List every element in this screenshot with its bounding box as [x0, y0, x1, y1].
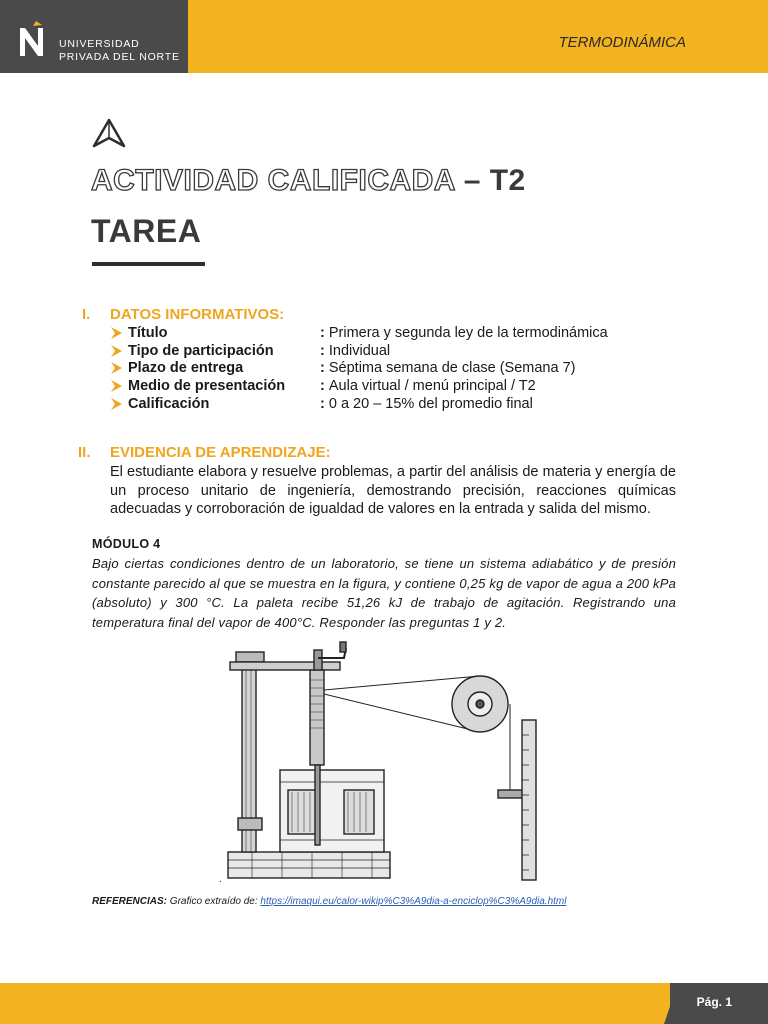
page-header [0, 0, 768, 73]
info-separator: : [320, 360, 329, 376]
info-label: Tipo de participación [128, 343, 274, 359]
info-row-grading [110, 395, 710, 413]
info-value-text: Séptima semana de clase (Semana 7) [328, 360, 576, 376]
logo-box [0, 0, 188, 73]
chevron-bullet-icon [110, 326, 128, 340]
references [92, 896, 566, 907]
info-value [320, 396, 710, 412]
info-row-deadline [110, 359, 710, 377]
info-separator: : [320, 325, 329, 341]
section1-number: I. [82, 306, 91, 323]
university-name [59, 38, 180, 64]
title-underline [92, 262, 205, 266]
evidence-text: El estudiante elabora y resuelve problemas, a partir del análisis de materia y energía de un proceso unitario de ingeniería, demostrando precisión, reacciones químicas adecuadas y corroboración de igualdad de valores en la entrada y salida del mismo. [110, 464, 676, 517]
info-row-medium [110, 377, 710, 395]
info-label: Medio de presentación [128, 378, 286, 394]
activity-title-outline: ACTIVIDAD CALIFICADA [91, 164, 455, 197]
section2-number: II. [78, 444, 91, 461]
reference-link[interactable]: https://imaqui.eu/calor-wikip%C3%A9dia-a-enciclop%C3%A9dia.html [260, 896, 567, 907]
figure-mark: . [219, 874, 222, 885]
info-value [320, 378, 710, 394]
logo-line1: UNIVERSIDAD [59, 38, 140, 50]
references-prefix: Grafico extraído de: [167, 896, 261, 907]
info-label: Plazo de entrega [128, 360, 244, 376]
info-value [320, 325, 710, 341]
info-separator: : [320, 378, 329, 394]
info-value [320, 343, 710, 359]
chevron-bullet-icon [110, 397, 128, 411]
activity-title [91, 164, 526, 198]
info-row-title [110, 324, 710, 342]
module-statement: Bajo ciertas condiciones dentro de un laboratorio, se tiene un sistema adiabático y de presión constante parecido al que se muestra en la figura, y contiene 0,25 kg de vapor de agua a 200 kPa (absoluto) y 300 °C. La paleta recibe 51,26 kJ de trabajo de agitación. Registrando una temperatura final del vapor de 400°C. Responder las preguntas 1 y 2. [92, 556, 676, 630]
chevron-bullet-icon [110, 379, 128, 393]
chevron-bullet-icon [110, 361, 128, 375]
logo-line2: PRIVADA DEL NORTE [59, 51, 180, 63]
section1-heading: DATOS INFORMATIVOS: [110, 306, 285, 323]
page-number: Pág. 1 [696, 995, 732, 1009]
section2-heading: EVIDENCIA DE APRENDIZAJE: [110, 444, 331, 461]
module-title: MÓDULO 4 [92, 537, 161, 551]
references-label: REFERENCIAS: [92, 896, 168, 907]
joule-apparatus-illustration [222, 640, 552, 885]
page-subtitle: TAREA [91, 213, 202, 249]
info-value-text: 0 a 20 – 15% del promedio final [328, 396, 533, 412]
arrow-logo-icon [92, 118, 126, 148]
info-value [320, 360, 710, 376]
info-value-text: Primera y segunda ley de la termodinámica [328, 325, 608, 341]
info-value-text: Individual [328, 343, 391, 359]
page-footer [0, 983, 768, 1024]
info-label: Título [128, 325, 168, 341]
chevron-bullet-icon [110, 344, 128, 358]
info-separator: : [320, 343, 329, 359]
info-value-text: Aula virtual / menú principal / T2 [328, 378, 536, 394]
info-separator: : [320, 396, 329, 412]
upn-logo-icon [16, 18, 50, 58]
activity-title-code: – T2 [454, 164, 526, 197]
course-name: TERMODINÁMICA [558, 34, 686, 51]
info-row-participation [110, 342, 710, 360]
info-label: Calificación [128, 396, 210, 412]
